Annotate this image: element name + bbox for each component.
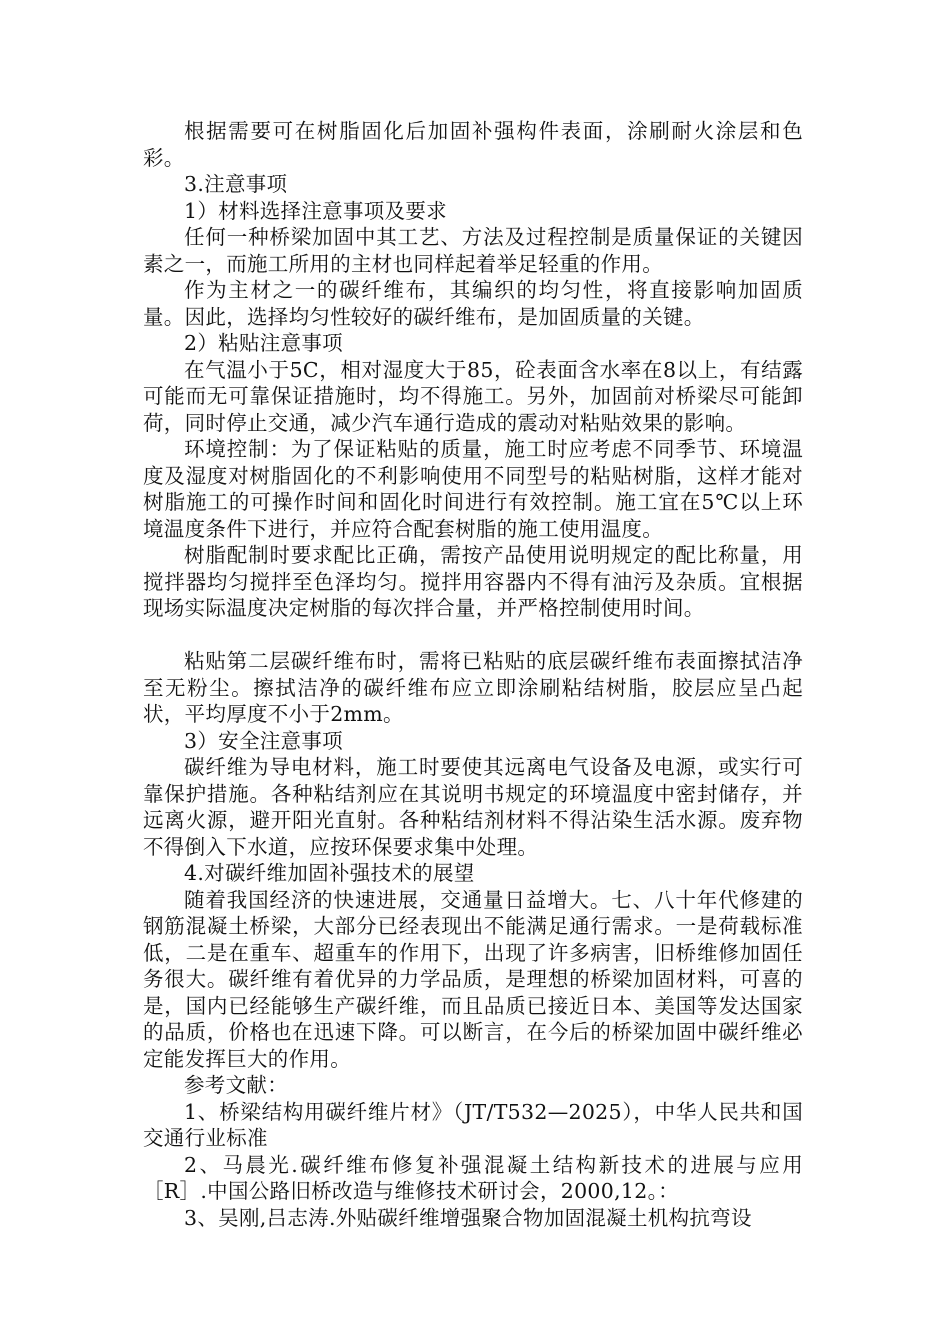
paragraph-spacer [143, 622, 803, 649]
heading-precautions: 3.注意事项 [184, 172, 288, 196]
paragraph-fireproof-coating: 根据需要可在树脂固化后加固补强构件表面，涂刷耐火涂层和色彩。 [143, 119, 803, 170]
paragraph-safety-details: 碳纤维为导电材料，施工时要使其远离电气设备及电源，或实行可靠保护措施。各种粘结剂应在其说明书规定的环境温度中密封储存，并远离火源，避开阳光直射。各种粘结剂材料不得沾染生活水源。废弃物不得倒入下水道，应按环保要求集中处理。 [143, 755, 803, 859]
reference-item-2: 2、马晨光.碳纤维布修复补强混凝土结构新技术的进展与应用［R］.中国公路旧桥改造与维修技术研讨会，2000,12。： [143, 1152, 803, 1203]
heading-references: 参考文献： [184, 1073, 288, 1097]
paragraph-resin-mixing: 树脂配制时要求配比正确，需按产品使用说明规定的配比称量，用搅拌器均匀搅拌至色泽均匀。搅拌用容器内不得有油污及杂质。宜根据现场实际温度决定树脂的每次拌合量，并严格控制使用时间。 [143, 543, 803, 620]
subheading-material-selection: 1）材料选择注意事项及要求 [184, 198, 447, 223]
reference-item-1: 1、桥梁结构用碳纤维片材》（JT/T532—2025），中华人民共和国交通行业标准 [143, 1099, 803, 1150]
paragraph-environment-control: 环境控制：为了保证粘贴的质量，施工时应考虑不同季节、环境温度及湿度对树脂固化的不利影响使用不同型号的粘贴树脂，这样才能对树脂施工的可操作时间和固化时间进行有效控制。施工宜在5℃以上环境温度条件下进行，并应符合配套树脂的施工使用温度。 [143, 437, 803, 541]
paragraph-fiber-cloth-uniformity: 作为主材之一的碳纤维布，其编织的均匀性，将直接影响加固质量。因此，选择均匀性较好的碳纤维布，是加固质量的关键。 [143, 278, 803, 329]
paragraph-weather-conditions: 在气温小于5C，相对湿度大于85，砼表面含水率在8以上，有结露可能而无可靠保证措施时，均不得施工。另外，加固前对桥梁尽可能卸荷，同时停止交通，减少汽车通行造成的震动对粘贴效果的影响。 [143, 357, 803, 435]
paragraph-outlook: 随着我国经济的快速进展，交通量日益增大。七、八十年代修建的钢筋混凝土桥梁，大部分已经表现出不能满足通行需求。一是荷载标准低，二是在重车、超重车的作用下，出现了许多病害，旧桥维修加固任务很大。碳纤维有着优异的力学品质，是理想的桥梁加固材料，可喜的是，国内已经能够生产碳纤维，而且品质已接近日本、美国等发达国家的品质，价格也在迅速下降。可以断言，在今后的桥梁加固中碳纤维必定能发挥巨大的作用。 [143, 887, 803, 1071]
heading-outlook: 4.对碳纤维加固补强技术的展望 [184, 861, 475, 885]
paragraph-second-layer: 粘贴第二层碳纤维布时，需将已粘贴的底层碳纤维布表面擦拭洁净至无粉尘。擦拭洁净的碳纤维布应立即涂刷粘结树脂，胶层应呈凸起状，平均厚度不小于2mm。 [143, 649, 803, 726]
paragraph-process-control: 任何一种桥梁加固中其工艺、方法及过程控制是质量保证的关键因素之一，而施工所用的主材也同样起着举足轻重的作用。 [143, 225, 803, 276]
document-body [143, 118, 803, 1231]
subheading-safety-precautions: 3）安全注意事项 [184, 728, 343, 753]
subheading-bonding-precautions: 2）粘贴注意事项 [184, 331, 343, 355]
reference-item-3: 3、吴刚,吕志涛.外贴碳纤维增强聚合物加固混凝土机构抗弯设 [184, 1205, 752, 1230]
